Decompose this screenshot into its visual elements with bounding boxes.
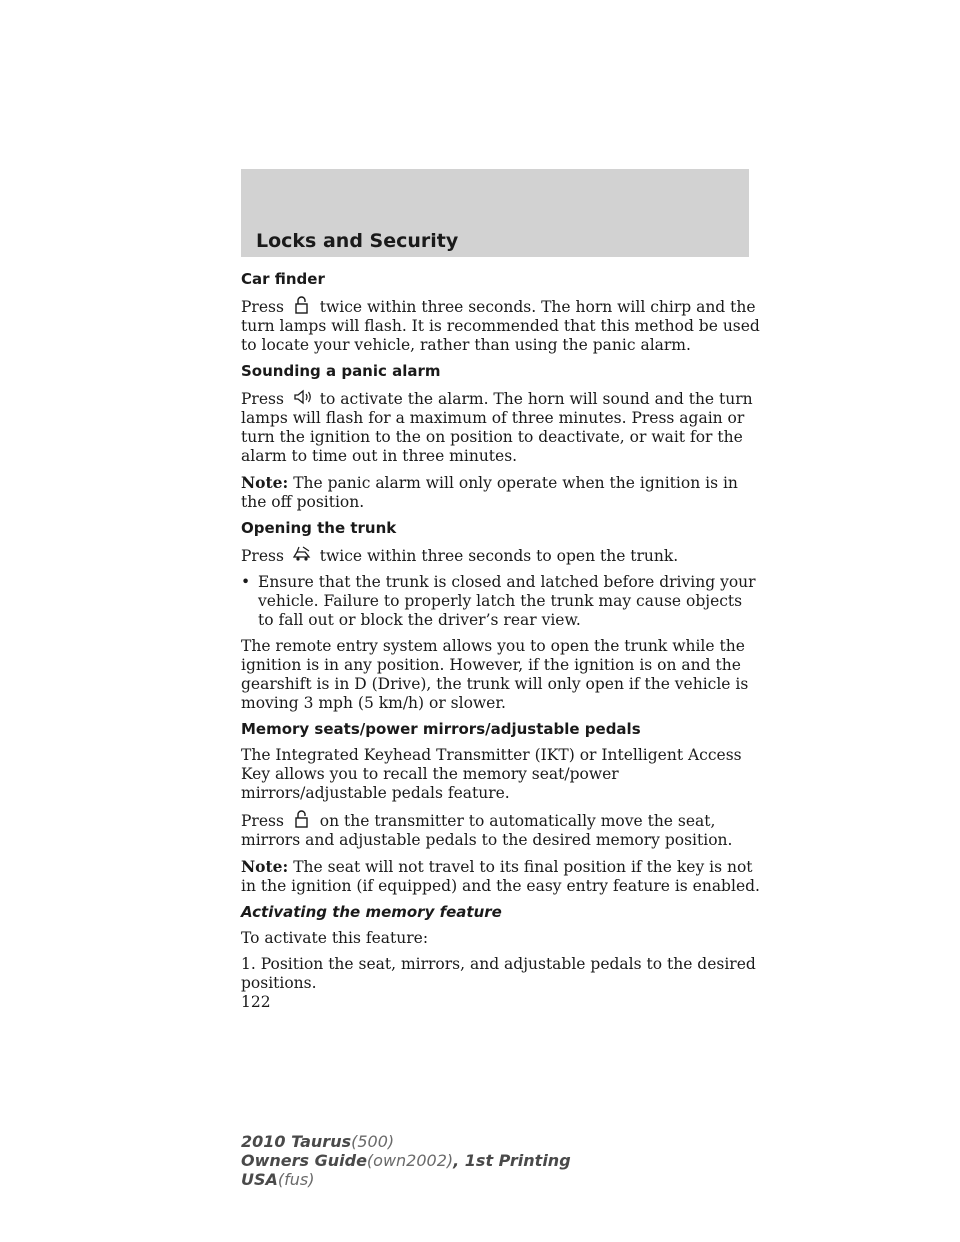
activating-step-1: 1. Position the seat, mirrors, and adjustable pedals to the desired positions.: [241, 955, 756, 992]
section-title: Locks and Security: [256, 230, 459, 252]
trunk-paragraph: Press twice within three seconds to open the trunk.: [241, 547, 679, 565]
heading-memory-seats: Memory seats/power mirrors/adjustable pedals: [241, 720, 641, 738]
activating-intro: To activate this feature:: [241, 929, 429, 947]
car-finder-paragraph: Press twice within three seconds. The horn will chirp and the turn lamps will flash. It is recommended that this method be used to locate your vehicle, rather than using the panic alarm.: [241, 298, 760, 354]
heading-activating-memory: Activating the memory feature: [241, 903, 502, 921]
footer-line-1: 2010 Taurus(500): [241, 1132, 395, 1151]
trunk-icon: [289, 545, 315, 561]
page-content: [241, 270, 761, 1012]
page-number: 122: [241, 993, 271, 1011]
panic-paragraph: Press to activate the alarm. The horn will sound and the turn lamps will flash for a maximum of three minutes. Press again or turn the ignition to the on position to deactivate, or wait for the alarm to time out in three minutes.: [241, 390, 753, 465]
print-footer: [241, 1132, 571, 1189]
panic-horn-icon: [289, 388, 315, 404]
memory-press-paragraph: Press on the transmitter to automatically move the seat, mirrors and adjustable pedals to the desired memory position.: [241, 812, 733, 849]
panic-note: Note: The panic alarm will only operate when the ignition is in the off position.: [241, 473, 738, 511]
heading-car-finder: Car finder: [241, 270, 325, 288]
heading-opening-trunk: Opening the trunk: [241, 519, 397, 537]
footer-line-2: Owners Guide(own2002), 1st Printing: [241, 1151, 571, 1170]
bullet-dot: •: [241, 573, 251, 591]
trunk-remote-paragraph: The remote entry system allows you to open the trunk while the ignition is in any position. However, if the ignition is on and the gearshift is in D (Drive), the trunk will only open if the vehicle is moving 3 mph (5 km/h) or slower.: [241, 637, 749, 712]
trunk-bullet: • Ensure that the trunk is closed and latched before driving your vehicle. Failure to properly latch the trunk may cause objects to fall out or block the driver’s rear view.: [241, 573, 756, 629]
heading-panic-alarm: Sounding a panic alarm: [241, 362, 441, 380]
unlock-icon: [289, 810, 315, 826]
footer-line-3: USA(fus): [241, 1170, 315, 1189]
unlock-icon: [289, 296, 315, 312]
memory-intro: The Integrated Keyhead Transmitter (IKT) or Intelligent Access Key allows you to recall the memory seat/power mirrors/adjustable pedals feature.: [241, 746, 742, 802]
memory-note: Note: The seat will not travel to its final position if the key is not in the ignition (if equipped) and the easy entry feature is enabled.: [241, 857, 760, 895]
